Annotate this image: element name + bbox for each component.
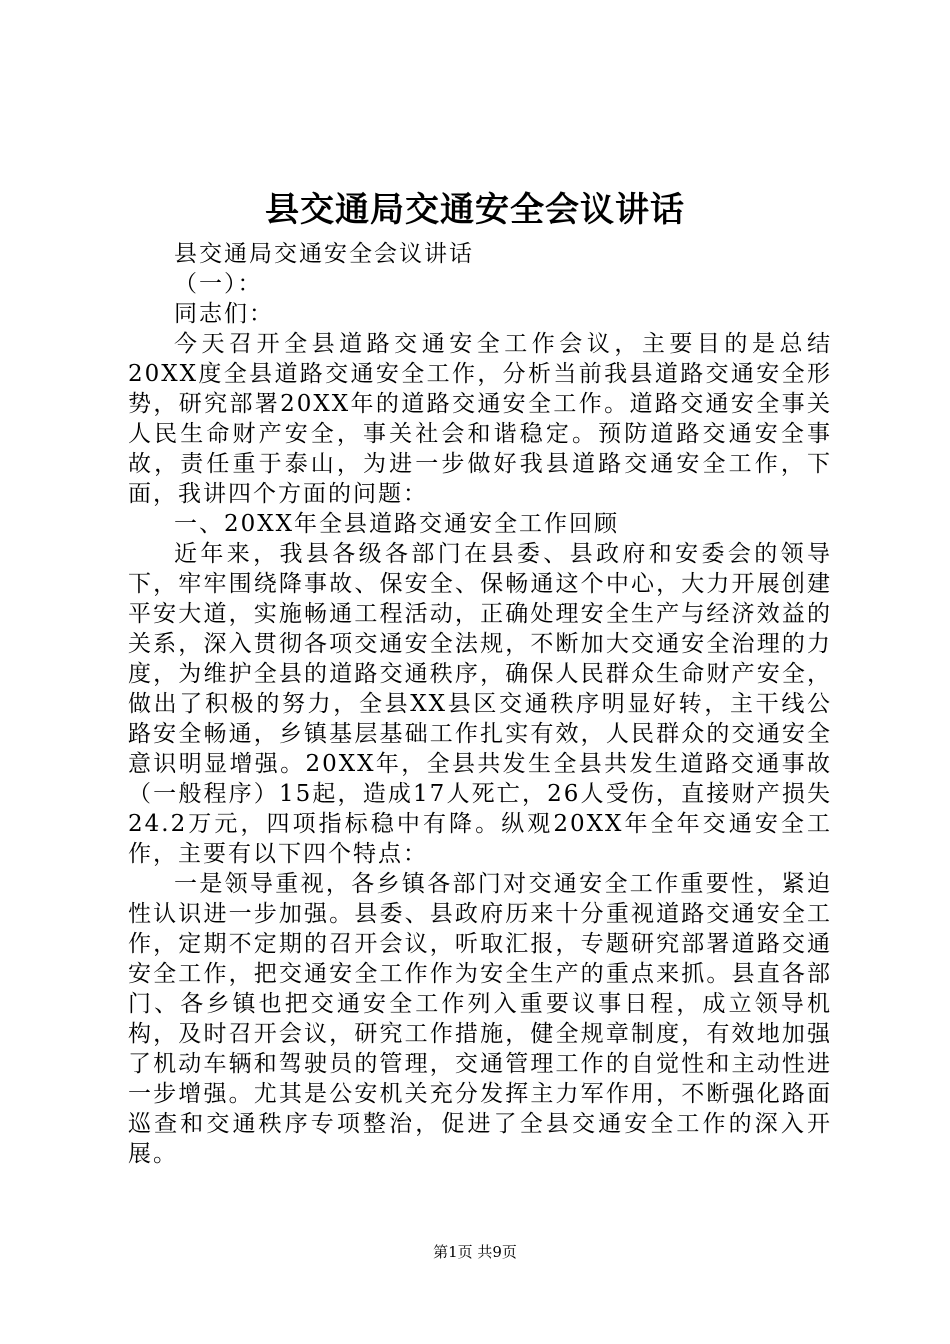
paragraph-review: 近年来，我县各级各部门在县委、县政府和安委会的领导下，牢牢围绕降事故、保安全、保畅通这个中心，大力开展创建平安大道，实施畅通工程活动，正确处理安全生产与经济效益的关系，深入贯彻各项交通安全法规，不断加大交通安全治理的力度，为维护全县的道路交通秩序，确保人民群众生命财产安全，做出了积极的努力，全县XX县区交通秩序明显好转，主干线公路安全畅通，乡镇基层基础工作扎实有效，人民群众的交通安全意识明显增强。20XX年，全县共发生全县共发生道路交通事故（一般程序）15起，造成17人死亡，26人受伤，直接财产损失24.2万元，四项指标稳中有降。纵观20XX年全年交通安全工作，主要有以下四个特点：	[128, 541, 832, 867]
document-body	[128, 239, 832, 1169]
paragraph-point-one: 一是领导重视，各乡镇各部门对交通安全工作重要性，紧迫性认识进一步加强。县委、县政府历来十分重视道路交通安全工作，定期不定期的召开会议，听取汇报，专题研究部署道路交通安全工作，把交通安全工作作为安全生产的重点来抓。县直各部门、各乡镇也把交通安全工作列入重要议事日程，成立领导机构，及时召开会议，研究工作措施，健全规章制度，有效地加强了机动车辆和驾驶员的管理，交通管理工作的自觉性和主动性进一步增强。尤其是公安机关充分发挥主力军作用，不断强化路面巡查和交通秩序专项整治，促进了全县交通安全工作的深入开展。	[128, 871, 832, 1167]
paragraph-intro: 今天召开全县道路交通安全工作会议，主要目的是总结20XX度全县道路交通安全工作，分析当前我县道路交通安全形势，研究部署20XX年的道路交通安全工作。道路交通安全事关人民生命财产安全，事关社会和谐稳定。预防道路交通安全事故，责任重于泰山，为进一步做好我县道路交通安全工作，下面，我讲四个方面的问题：	[128, 331, 832, 507]
document-title: 县交通局交通安全会议讲话	[265, 190, 685, 230]
paragraph-salutation: 同志们：	[174, 301, 274, 327]
paragraph-heading: 一、20XX年全县道路交通安全工作回顾	[174, 511, 620, 537]
paragraph-section-marker: （一）：	[174, 271, 263, 297]
page-footer: 第1页 共9页	[433, 1243, 517, 1261]
paragraph-subtitle: 县交通局交通安全会议讲话	[174, 241, 474, 267]
